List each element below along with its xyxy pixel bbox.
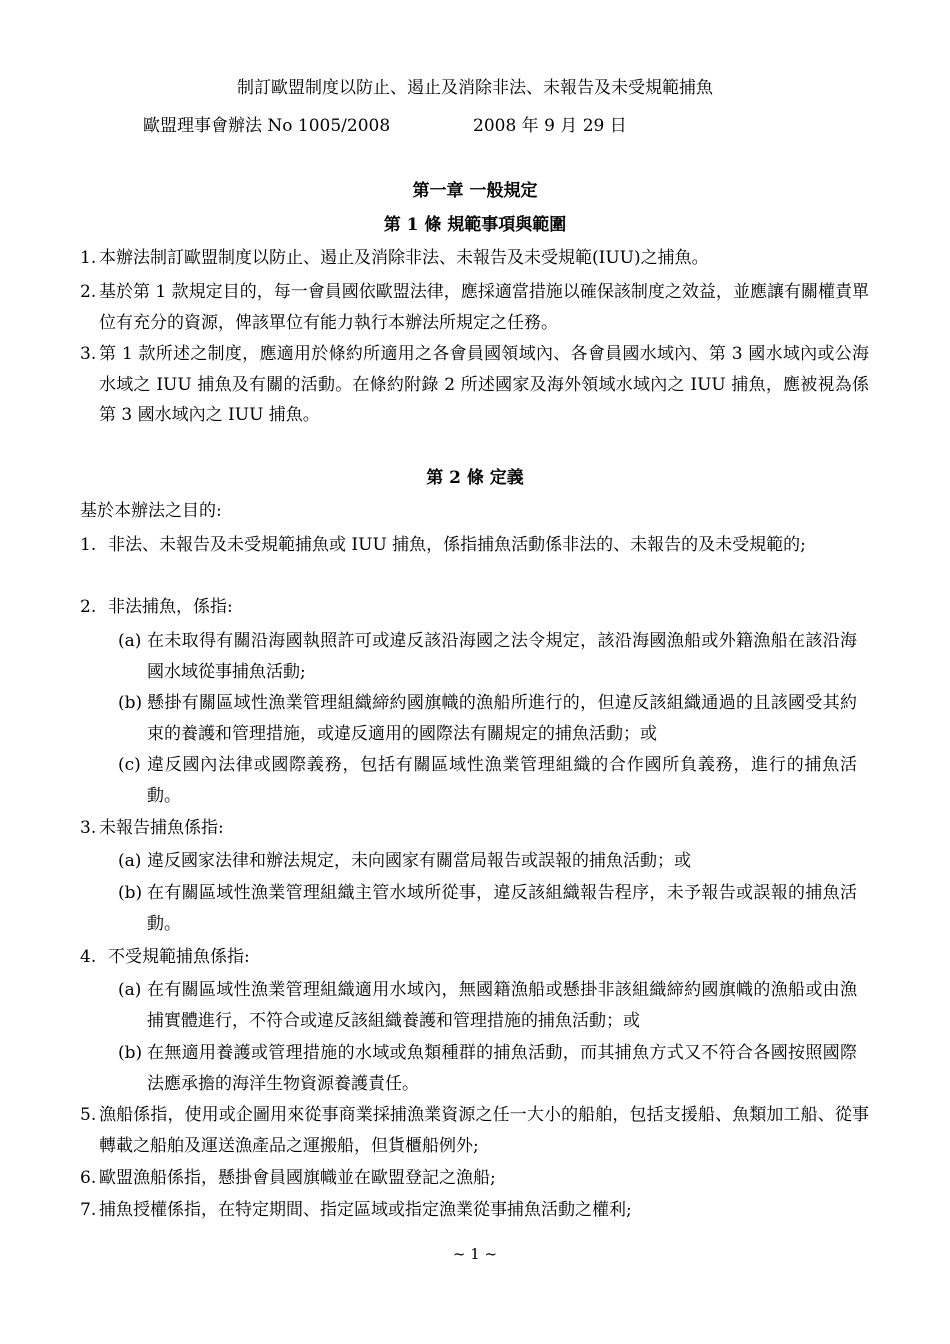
article2-heading: 第 2 條 定義 — [426, 468, 524, 488]
sub-label: (b) — [118, 1043, 143, 1063]
item-number: 7. — [80, 1200, 97, 1220]
item-text: 第 1 款所述之制度，應適用於條約所適用之各會員國領域內、各會員國水域內、第 3 國水域內或公海水域之 IUU 捕魚及有關的活動。在條約附錄 2 所述國家及海外領域水域內之 IUU 捕魚，應被視為係第 3 國水域內之 IUU 捕魚。 — [99, 344, 869, 425]
sub-text: 在有關區域性漁業管理組織主管水域所從事，違反該組織報告程序，未予報告或誤報的捕魚活動。 — [147, 883, 857, 934]
document-title: 制訂歐盟制度以防止、遏止及消除非法、未報告及未受規範捕魚 — [237, 78, 713, 98]
item-number: 2. — [80, 282, 97, 302]
item-number: 1. — [80, 535, 97, 555]
sub-label: (a) — [118, 851, 142, 871]
regulation-number: 歐盟理事會辦法 No 1005/2008 — [143, 116, 391, 136]
item-number: 2. — [80, 597, 97, 617]
sub-text: 在未取得有關沿海國執照許可或違反該沿海國之法令規定，該沿海國漁船或外籍漁船在該沿海國水域從事捕魚活動; — [147, 631, 857, 682]
sub-label: (b) — [118, 693, 143, 713]
page-number: ~ 1 ~ — [452, 1245, 498, 1263]
sub-label: (a) — [118, 631, 142, 651]
chapter-heading: 第一章 一般規定 — [412, 181, 538, 201]
item-text: 非法、未報告及未受規範捕魚或 IUU 捕魚，係指捕魚活動係非法的、未報告的及未受規範的; — [108, 535, 806, 555]
item-number: 3. — [80, 344, 97, 364]
sub-label: (a) — [118, 980, 142, 1000]
item-text: 歐盟漁船係指，懸掛會員國旗幟並在歐盟登記之漁船; — [99, 1168, 496, 1188]
sub-label: (c) — [118, 755, 141, 775]
sub-label: (b) — [118, 883, 143, 903]
article2-intro: 基於本辦法之目的: — [80, 501, 222, 521]
item-text: 非法捕魚，係指: — [108, 597, 233, 617]
sub-text: 在有關區域性漁業管理組織適用水域內，無國籍漁船或懸掛非該組織締約國旗幟的漁船或由漁捕實體進行，不符合或違反該組織養護和管理措施的捕魚活動；或 — [147, 980, 857, 1031]
regulation-date: 2008 年 9 月 29 日 — [473, 116, 627, 136]
item-text: 不受規範捕魚係指: — [108, 947, 250, 967]
item-number: 4. — [80, 947, 97, 967]
sub-text: 懸掛有關區域性漁業管理組織締約國旗幟的漁船所進行的，但違反該組織通過的且該國受其約束的養護和管理措施，或違反適用的國際法有關規定的捕魚活動；或 — [147, 693, 857, 744]
item-text: 未報告捕魚係指: — [99, 818, 224, 838]
article1-heading: 第 1 條 規範事項與範圍 — [383, 215, 567, 235]
item-text: 基於第 1 款規定目的，每一會員國依歐盟法律，應採適當措施以確保該制度之效益，並應讓有關權責單位有充分的資源，俾該單位有能力執行本辦法所規定之任務。 — [99, 282, 869, 333]
sub-text: 在無適用養護或管理措施的水域或魚類種群的捕魚活動，而其捕魚方式又不符合各國按照國際法應承擔的海洋生物資源養護責任。 — [147, 1043, 857, 1094]
item-text: 漁船係指，使用或企圖用來從事商業採捕漁業資源之任一大小的船舶，包括支援船、魚類加工船、從事轉載之船舶及運送漁產品之運搬船，但貨櫃船例外; — [99, 1105, 869, 1156]
sub-text: 違反國家法律和辦法規定，未向國家有關當局報告或誤報的捕魚活動；或 — [147, 851, 691, 871]
item-number: 6. — [80, 1168, 97, 1188]
item-number: 3. — [80, 818, 97, 838]
item-text: 本辦法制訂歐盟制度以防止、遏止及消除非法、未報告及未受規範(IUU)之捕魚。 — [99, 248, 709, 268]
item-number: 1. — [80, 248, 97, 268]
sub-text: 違反國內法律或國際義務，包括有關區域性漁業管理組織的合作國所負義務，進行的捕魚活動。 — [147, 755, 857, 806]
item-number: 5. — [80, 1105, 97, 1125]
item-text: 捕魚授權係指，在特定期間、指定區域或指定漁業從事捕魚活動之權利; — [99, 1200, 632, 1220]
